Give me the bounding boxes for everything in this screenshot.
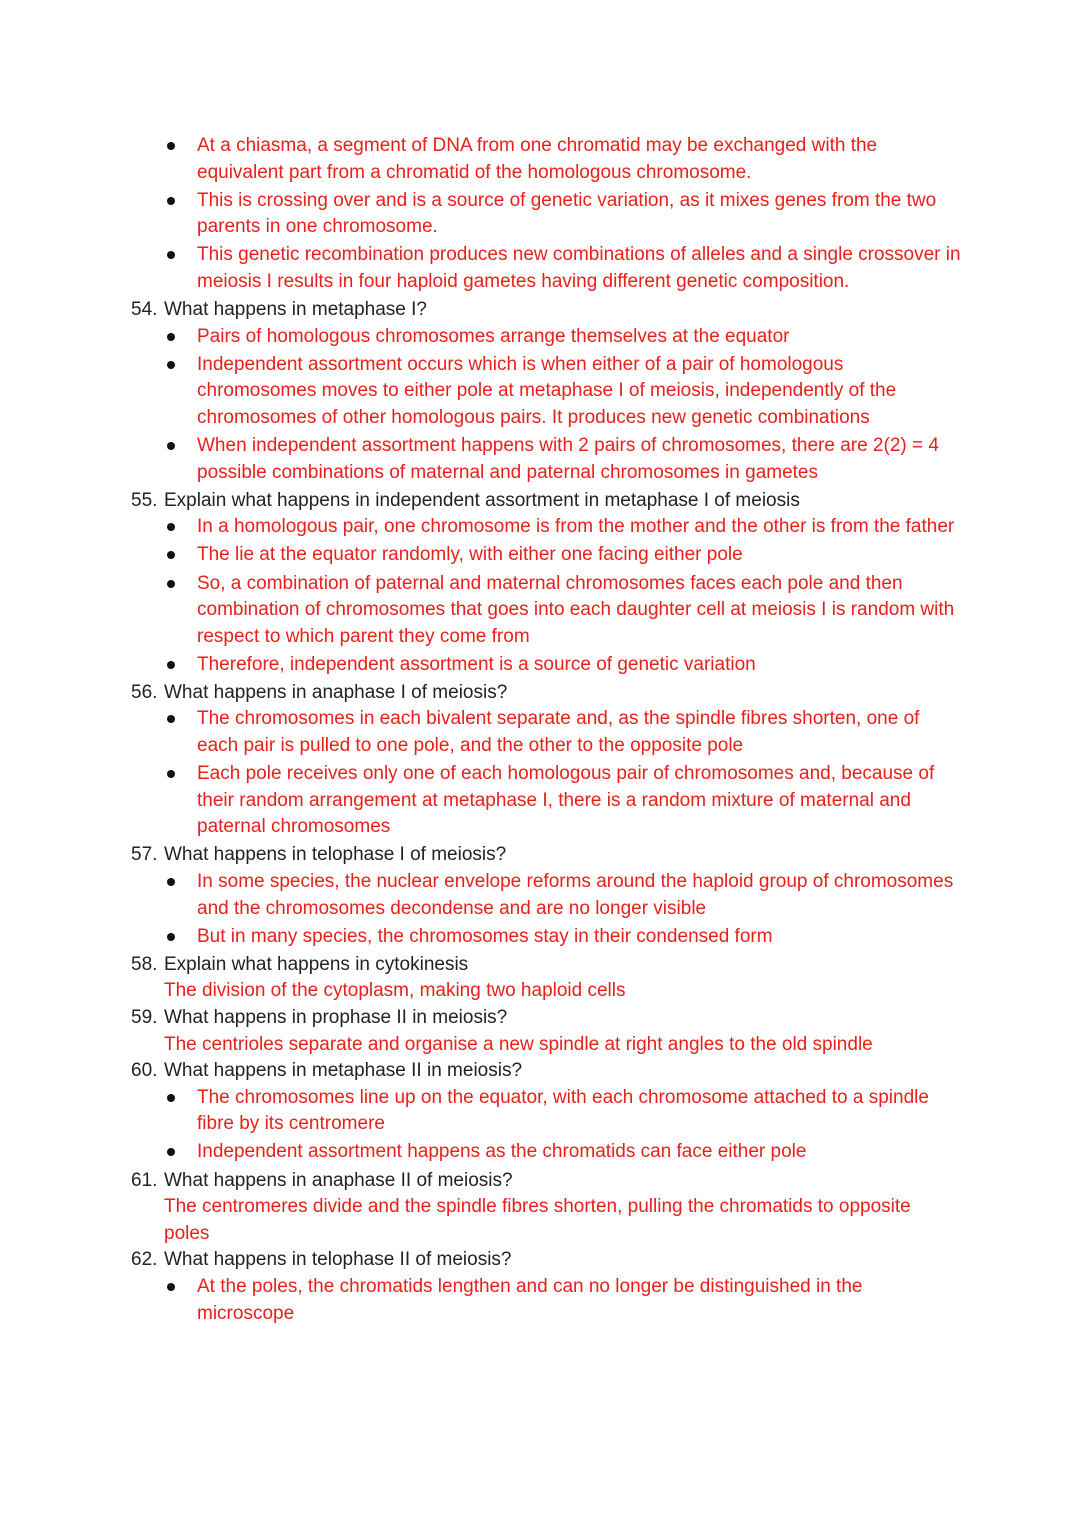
bullet-icon [167, 715, 175, 723]
question-number: 54. [131, 299, 158, 321]
question-text: Explain what happens in cytokinesis [164, 953, 469, 975]
question-number: 61. [131, 1169, 158, 1191]
question-number: 60. [131, 1060, 158, 1082]
list-item: In some species, the nuclear envelope reforms around the haploid group of chromosomes and the chromosomes decondense and are no longer visible [131, 869, 961, 922]
list-item: Independent assortment occurs which is when either of a pair of homologous chromosomes moves to either pole at metaphase I of meiosis, independently of the chromosomes of other homologous pairs. It produces new genetic combinations [131, 352, 961, 432]
question-heading [131, 488, 961, 515]
answer-text: The centrioles separate and organise a new spindle at right angles to the old spindle [164, 1033, 873, 1055]
answer-bullet-list [131, 324, 961, 487]
bullet-icon [167, 661, 175, 669]
question-heading [131, 952, 961, 979]
question-heading [131, 1005, 961, 1032]
bullet-icon [167, 361, 175, 369]
question-text: What happens in anaphase I of meiosis? [164, 681, 508, 703]
bullet-icon [167, 523, 175, 531]
list-item: Therefore, independent assortment is a source of genetic variation [131, 652, 961, 679]
bullet-icon [167, 333, 175, 341]
list-item: But in many species, the chromosomes stay in their condensed form [131, 924, 961, 951]
bullet-icon [167, 442, 175, 450]
answer-bullet-list [131, 1085, 961, 1166]
bullet-icon [167, 1094, 175, 1102]
question-number: 57. [131, 844, 158, 866]
question-heading [131, 1058, 961, 1085]
question-heading [131, 1168, 961, 1195]
list-item: This genetic recombination produces new combinations of alleles and a single crossover in meiosis I results in four haploid gametes having different genetic composition. [131, 242, 961, 295]
bullet-icon [167, 551, 175, 559]
list-item: Pairs of homologous chromosomes arrange themselves at the equator [131, 324, 961, 351]
question-number: 55. [131, 489, 158, 511]
notes-body [131, 133, 961, 1329]
bullet-icon [167, 197, 175, 205]
list-item: The lie at the equator randomly, with either one facing either pole [131, 542, 961, 569]
list-item: Each pole receives only one of each homologous pair of chromosomes and, because of their random arrangement at metaphase I, there is a random mixture of maternal and paternal chromosomes [131, 761, 961, 841]
question-text: What happens in telophase II of meiosis? [164, 1249, 512, 1271]
list-item: The chromosomes in each bivalent separate and, as the spindle fibres shorten, one of each pair is pulled to one pole, and the other to the opposite pole [131, 706, 961, 759]
bullet-icon [167, 878, 175, 886]
bullet-icon [167, 770, 175, 778]
list-item: At the poles, the chromatids lengthen and can no longer be distinguished in the microscope [131, 1274, 961, 1327]
list-item: In a homologous pair, one chromosome is from the mother and the other is from the father [131, 514, 961, 541]
question-text: What happens in telophase I of meiosis? [164, 844, 507, 866]
list-item: When independent assortment happens with 2 pairs of chromosomes, there are 2(2) = 4 possible combinations of maternal and paternal chromosomes in gametes [131, 433, 961, 486]
list-item: The chromosomes line up on the equator, with each chromosome attached to a spindle fibre by its centromere [131, 1085, 961, 1138]
answer-bullet-list [131, 514, 961, 678]
question-heading [131, 297, 961, 324]
intro-bullet-list [131, 133, 961, 296]
question-text: What happens in anaphase II of meiosis? [164, 1169, 513, 1191]
answer-text: The division of the cytoplasm, making two haploid cells [164, 980, 626, 1002]
bullet-icon [167, 580, 175, 588]
bullet-icon [167, 251, 175, 259]
question-text: What happens in prophase II in meiosis? [164, 1007, 508, 1028]
question-text: What happens in metaphase II in meiosis? [164, 1060, 523, 1082]
answer-text: The centromeres divide and the spindle fibres shorten, pulling the chromatids to opposite poles [164, 1196, 911, 1244]
list-item: This is crossing over and is a source of genetic variation, as it mixes genes from the two parents in one chromosome. [131, 188, 961, 241]
bullet-icon [167, 142, 175, 150]
question-number: 56. [131, 681, 158, 703]
question-number: 59. [131, 1007, 158, 1028]
question-number: 58. [131, 953, 158, 975]
question-heading [131, 680, 961, 707]
question-text: What happens in metaphase I? [164, 299, 428, 321]
question-number: 62. [131, 1249, 158, 1271]
list-item: So, a combination of paternal and maternal chromosomes faces each pole and then combination of chromosomes that goes into each daughter cell at meiosis I is random with respect to which parent they come from [131, 571, 961, 651]
bullet-icon [167, 1283, 175, 1291]
list-item: At a chiasma, a segment of DNA from one chromatid may be exchanged with the equivalent part from a chromatid of the homologous chromosome. [131, 133, 961, 186]
list-item: Independent assortment happens as the chromatids can face either pole [131, 1139, 961, 1166]
question-heading [131, 1247, 961, 1274]
answer-bullet-list [131, 1274, 961, 1327]
question-text: Explain what happens in independent assortment in metaphase I of meiosis [164, 489, 800, 511]
question-heading [131, 842, 961, 869]
bullet-icon [167, 1148, 175, 1156]
answer-bullet-list [131, 706, 961, 840]
answer-bullet-list [131, 869, 961, 950]
bullet-icon [167, 933, 175, 941]
